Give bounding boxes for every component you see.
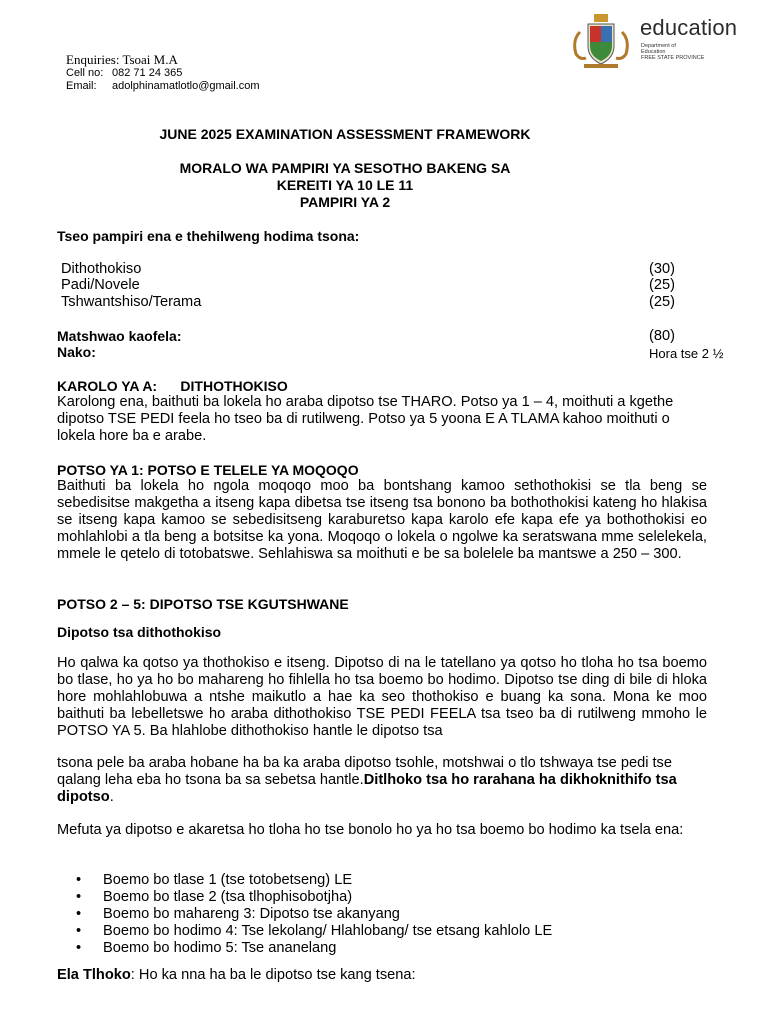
contents-marks: (25) (649, 294, 675, 310)
list-item: • Boemo bo tlase 1 (tse totobetseng) LE (76, 872, 353, 888)
paragraph-2-bold: Ditlhoko tsa ho rarahana ha dikhoknithifo tsa dipotso (57, 772, 677, 805)
coat-of-arms-icon (566, 10, 636, 70)
logo-wordmark: education (640, 15, 738, 40)
paper-subtitle-3: PAMPIRI YA 2 (299, 194, 391, 210)
question-1-body: Baithuti ba lokela ho ngola moqoqo moo ba bontshang kamoo sethothokisi se tla beng se sebedisitse makgetha a itseng kapa dibetsa tse itseng tsa bonono ba bothothokisi kateng ho hlakisa se itseng kapa kamoo se sebedisitseng karaburetso kapa karolo efe kapa efe ya bothothokisi eo mohlahlobi a tla beng a botsitse ka yona. Moqoqo o lokela o ngolwe ka seratswana mme selelekela, mmele le qetelo di totobatswe. Sehlahiswa sa moithuti e be sa bolelele ba mantswe a 250 – 300. (57, 478, 707, 562)
enquiries-line: Enquiries: Tsoai M.A (66, 52, 178, 67)
bullet-icon: • (76, 923, 82, 939)
contents-heading: Tseo pampiri ena e thehilweng hodima tsona: (57, 228, 360, 244)
section-a-body: Karolong ena, baithuti ba lokela ho araba dipotso tse THARO. Potso ya 1 – 4, moithuti a kgethe dipotso TSE PEDI feela ho tseo ba di rutilweng. Potso ya 5 yoona E A TLAMA kahoo moithuti o lokela hore ba e arabe. (57, 394, 674, 444)
list-item: • Boemo bo mahareng 3: Dipotso tse akanyang (76, 906, 400, 922)
paragraph-2-text: tsona pele ba araba hobane ha ba ka araba dipotso tsohle, motshwai o tlo tshwaya tse pedi tse qalang leha eba ho tsona ba sa sebetsa hantle. (57, 755, 672, 788)
poetry-questions-subheading: Dipotso tsa dithothokiso (57, 624, 222, 640)
contents-row (61, 261, 706, 278)
questions-2-5-heading: POTSO 2 – 5: DIPOTSO TSE KGUTSHWANE (57, 596, 349, 612)
bullet-icon: • (76, 889, 82, 905)
note-line (57, 967, 707, 984)
bullet-icon: • (76, 872, 82, 888)
poetry-paragraph-3: Mefuta ya dipotso e akaretsa ho tloha ho tse bonolo ho ya ho tsa boemo bo hodimo ka tsela ena: (57, 822, 684, 838)
cell-number: 082 71 24 365 (112, 67, 183, 79)
question-levels-list (70, 872, 552, 957)
email-address: adolphinamatlotlo@gmail.com (112, 80, 260, 92)
poetry-paragraph-2 (57, 755, 707, 806)
paper-subtitle-2: KEREITI YA 10 LE 11 (276, 177, 414, 193)
time-label: Nako: (57, 344, 96, 360)
contents-name: Padi/Novele (61, 277, 140, 293)
note-label: Ela Tlhoko (57, 967, 131, 983)
time-value: Hora tse 2 ½ (649, 346, 724, 361)
contents-name: Dithothokiso (61, 261, 142, 277)
contents-marks: (30) (649, 261, 675, 277)
cell-label: Cell no: (66, 67, 104, 79)
logo-subtitle: Department of Education FREE STATE PROVINCE (641, 43, 705, 61)
note-text: : Ho ka nna ha ba le dipotso tse kang tsena: (130, 967, 416, 983)
list-item: • Boemo bo tlase 2 (tsa tlhophisobotjha) (76, 889, 353, 905)
contents-row (61, 277, 706, 294)
bullet-icon: • (76, 940, 82, 956)
education-logo (566, 10, 766, 70)
contents-row (61, 294, 706, 311)
contents-name: Tshwantshiso/Terama (61, 294, 202, 310)
document-title: JUNE 2025 EXAMINATION ASSESSMENT FRAMEWORK (159, 126, 531, 142)
poetry-paragraph-1: Ho qalwa ka qotso ya thothokiso e itseng. Dipotso di na le tatellano ya qotso ho tloha ho tsa boemo bo tlase, ho ya ho bo mahareng ho fihlella ho tsa boemo bo hodimo. Dipotso tse ding di bile di hloka hore mohlahlobuwa a ntshe maikutlo a hae ka seo thothokiso e buang ka sona. Mona ke moo baithuti ba lebelletswe ho araba dithothokiso TSE PEDI FEELA tsa tseo ba di rutilweng mmoho le POTSO YA 5. Ba hlahlobe dithothokiso hantle le dipotso tsa (57, 655, 707, 739)
question-1-heading: POTSO YA 1: POTSO E TELELE YA MOQOQO (57, 462, 359, 478)
contact-block (66, 67, 260, 93)
email-label: Email: (66, 80, 97, 92)
list-item: • Boemo bo hodimo 5: Tse ananelang (76, 940, 337, 956)
total-marks-value: (80) (649, 328, 675, 344)
paper-subtitle-1: MORALO WA PAMPIRI YA SESOTHO BAKENG SA (179, 160, 511, 176)
section-a-heading: KAROLO YA A: DITHOTHOKISO (57, 378, 288, 394)
bullet-icon: • (76, 906, 82, 922)
paragraph-2-end: . (109, 789, 114, 805)
list-item: • Boemo bo hodimo 4: Tse lekolang/ Hlahlobang/ tse etsang kahlolo LE (76, 923, 553, 939)
contents-marks: (25) (649, 277, 675, 293)
total-marks-label: Matshwao kaofela: (57, 328, 182, 344)
